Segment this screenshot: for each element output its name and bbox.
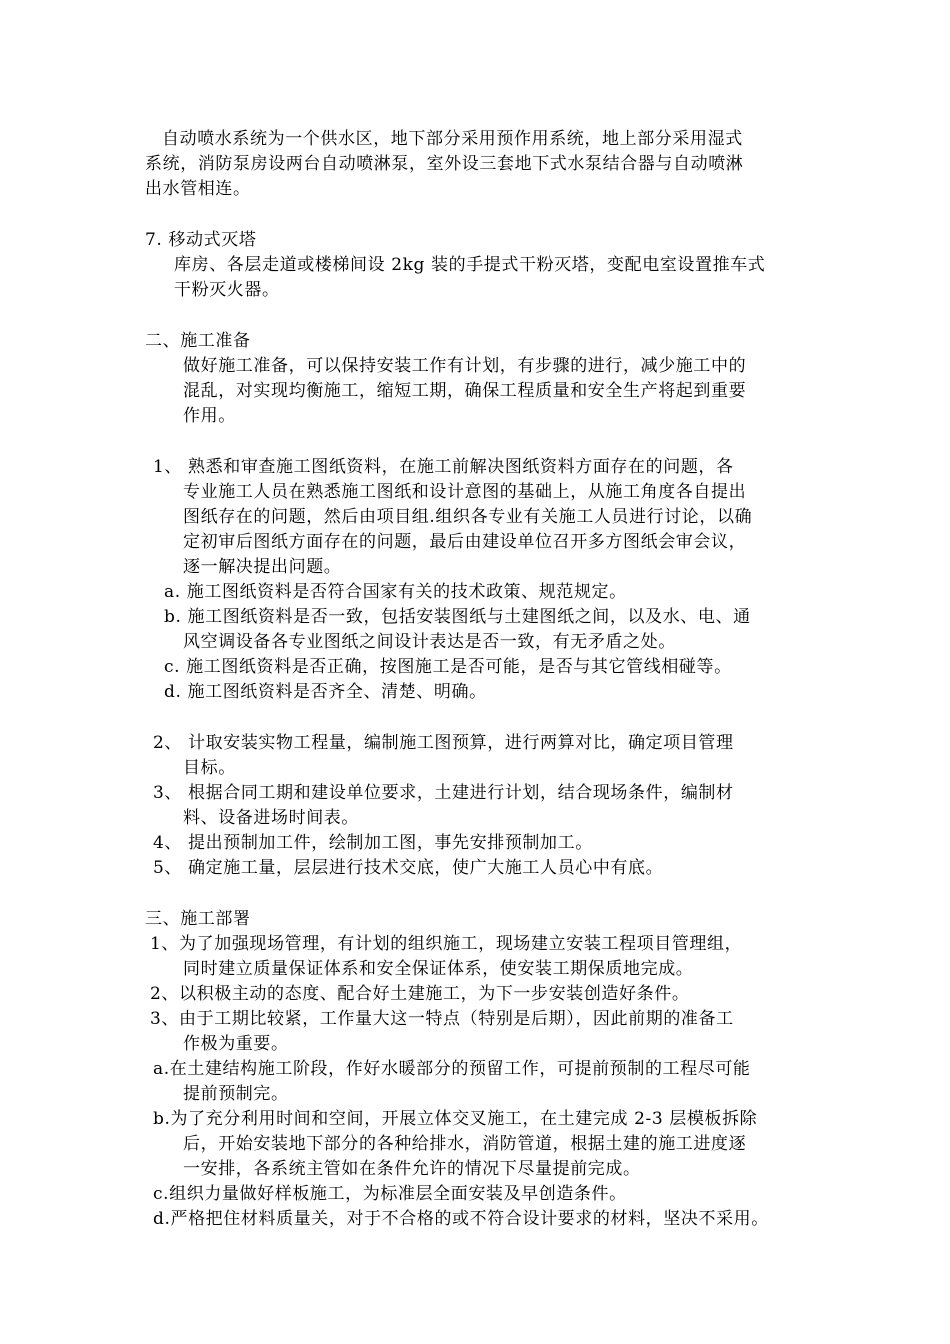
list-item: 2、 计取安装实物工程量，编制施工图预算，进行两算对比，确定项目管理 [153,733,734,753]
list-item: 3、由于工期比较紧，工作量大这一特点（特别是后期），因此前期的准备工 [150,1009,734,1029]
text-line: 后，开始安装地下部分的各种给排水，消防管道，根据土建的施工进度逐 [183,1134,747,1154]
list-item: 2、以积极主动的态度、配合好土建施工，为下一步安装创造好条件。 [150,984,690,1004]
text-line: 干粉灭火器。 [174,280,280,300]
list-item: 1、 熟悉和审查施工图纸资料，在施工前解决图纸资料方面存在的问题，各 [153,457,734,477]
text-line: 定初审后图纸方面存在的问题，最后由建设单位召开多方图纸会审会议， [183,532,747,552]
text-line: 专业施工人员在熟悉施工图纸和设计意图的基础上，从施工角度各自提出 [183,482,747,502]
list-item: a.在土建结构施工阶段，作好水暖部分的预留工作，可提前预制的工程尽可能 [153,1059,751,1079]
list-item: 5、 确定施工量，层层进行技术交底，使广大施工人员心中有底。 [153,858,664,878]
text-line: 自动喷水系统为一个供水区，地下部分采用预作用系统，地上部分采用湿式 [162,129,743,149]
list-item: c.组织力量做好样板施工，为标准层全面安装及早创造条件。 [153,1184,627,1204]
text-line: 作极为重要。 [183,1034,289,1054]
text-line: 提前预制完。 [183,1084,289,1104]
text-line: 逐一解决提出问题。 [183,557,342,577]
text-line: 做好施工准备，可以保持安装工作有计划，有步骤的进行，减少施工中的 [183,356,747,376]
list-item: b. 施工图纸资料是否一致，包括安装图纸与土建图纸之间，以及水、电、通 [164,607,751,627]
text-line: 同时建立质量保证体系和安全保证体系，使安装工期保质地完成。 [183,959,694,979]
list-item: c. 施工图纸资料是否正确，按图施工是否可能，是否与其它管线相碰等。 [164,657,732,677]
list-item: d. 施工图纸资料是否齐全、清楚、明确。 [164,682,487,702]
text-line: 库房、各层走道或楼梯间设 2kg 装的手提式干粉灭塔，变配电室设置推车式 [174,255,766,275]
list-item: 3、 根据合同工期和建设单位要求，土建进行计划，结合现场条件，编制材 [153,783,734,803]
list-item: b.为了充分利用时间和空间，开展立体交叉施工，在土建完成 2-3 层模板拆除 [153,1109,758,1129]
list-item: 4、 提出预制加工件，绘制加工图，事先安排预制加工。 [153,833,593,853]
text-line: 混乱，对实现均衡施工，缩短工期，确保工程质量和安全生产将起到重要 [183,381,747,401]
text-line: 系统，消防泵房设两台自动喷淋泵，室外设三套地下式水泵结合器与自动喷淋 [145,154,744,174]
list-item: a. 施工图纸资料是否符合国家有关的技术政策、规范规定。 [164,582,627,602]
section-heading: 7. 移动式灭塔 [145,230,257,250]
text-line: 作用。 [183,406,236,426]
text-line: 料、设备进场时间表。 [183,808,359,828]
list-item: d.严格把住材料质量关，对于不合格的或不符合设计要求的材料，坚决不采用。 [153,1209,769,1229]
text-line: 风空调设备各专业图纸之间设计表达是否一致，有无矛盾之处。 [183,632,676,652]
section-heading: 二、施工准备 [145,331,251,351]
section-heading: 三、施工部署 [145,909,251,929]
list-item: 1、为了加强现场管理，有计划的组织施工，现场建立安装工程项目管理组， [150,934,743,954]
text-line: 目标。 [183,758,236,778]
text-line: 出水管相连。 [145,179,251,199]
text-line: 图纸存在的问题，然后由项目组.组织各专业有关施工人员进行讨论，以确 [183,507,753,527]
text-line: 一安排，各系统主管如在条件允许的情况下尽量提前完成。 [183,1159,641,1179]
